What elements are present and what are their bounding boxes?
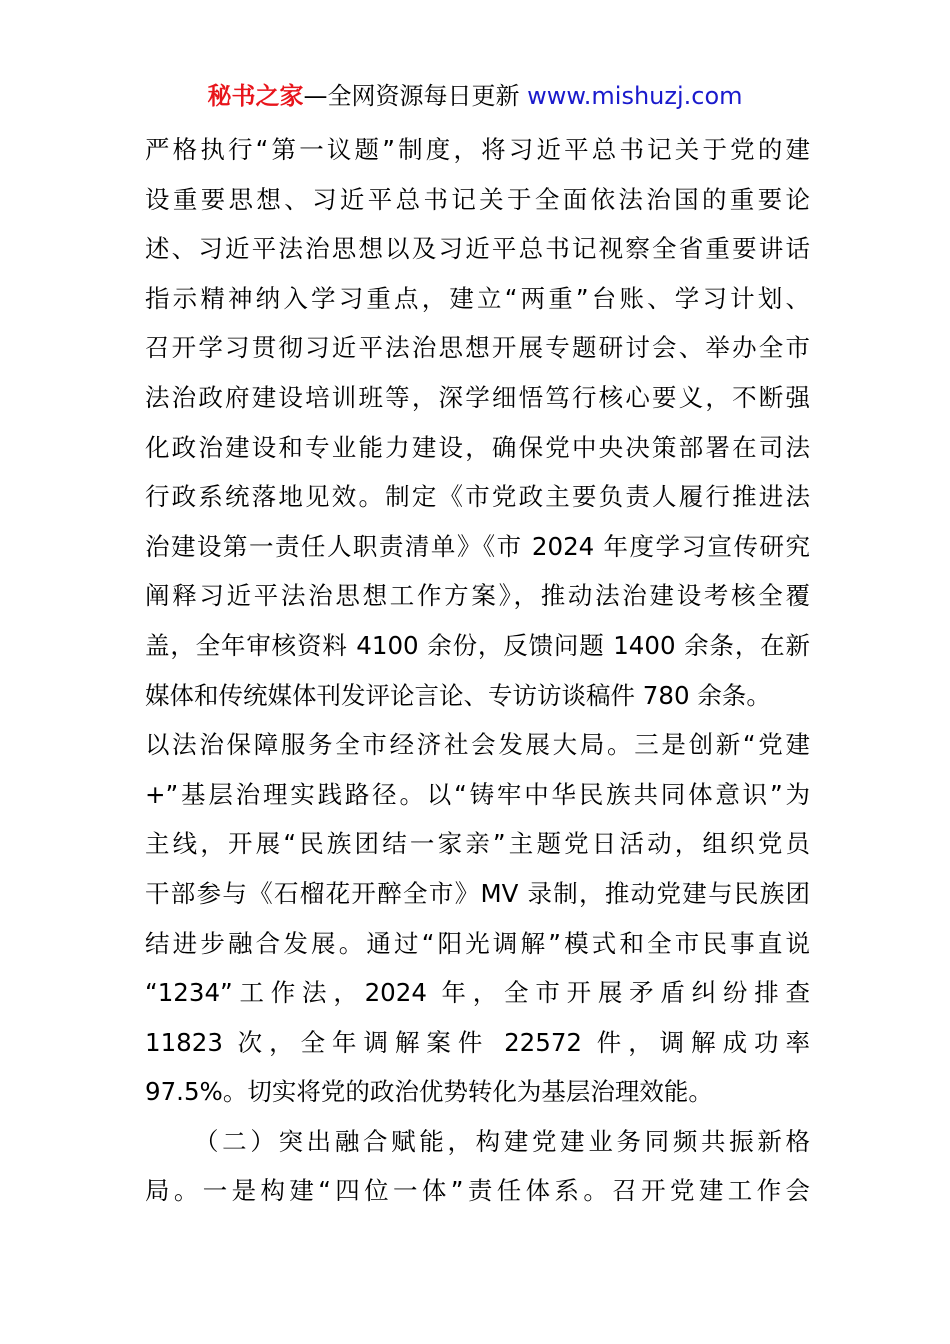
site-header xyxy=(0,80,950,112)
text-line: 媒体和传统媒体刊发评论言论、专访访谈稿件 780 余条。 xyxy=(145,680,771,710)
text-line: 97.5%。切实将党的政治优势转化为基层治理效能。 xyxy=(145,1077,713,1107)
text-line: 阐释习近平法治思想工作方案》，推动法治建设考核全覆 xyxy=(145,581,810,611)
text-line: 严格执行“第一议题”制度，将习近平总书记关于党的建 xyxy=(145,135,810,164)
text-line: 盖，全年审核资料 4100 余份，反馈问题 1400 余条，在新 xyxy=(145,630,810,660)
text-line: 行政系统落地见效。制定《市党政主要负责人履行推进法 xyxy=(145,482,810,512)
text-line: 主线，开展“民族团结一家亲”主题党日活动，组织党员 xyxy=(145,829,810,859)
site-brand: 秘书之家 xyxy=(207,82,304,110)
text-line: 法治政府建设培训班等，深学细悟笃行核心要义，不断强 xyxy=(145,382,810,412)
text-line: 结进步融合发展。通过“阳光调解”模式和全市民事直说 xyxy=(145,928,810,958)
header-dash: — xyxy=(303,82,328,110)
text-line: 以法治保障服务全市经济社会发展大局。三是创新“党建 xyxy=(145,730,810,760)
text-line: 召开学习贯彻习近平法治思想开展专题研讨会、举办全市 xyxy=(145,333,810,363)
text-line: 局。一是构建“四位一体”责任体系。召开党建工作会 xyxy=(145,1176,810,1206)
text-line: 化政治建设和专业能力建设，确保党中央决策部署在司法 xyxy=(145,432,810,462)
text-line: 11823 次，全年调解案件 22572 件，调解成功率 xyxy=(145,1027,810,1057)
text-line: 干部参与《石榴花开醉全市》MV 录制，推动党建与民族团 xyxy=(145,878,810,908)
site-url-link[interactable]: www.mishuzj.com xyxy=(527,82,743,110)
site-slogan: 全网资源每日更新 xyxy=(327,82,528,110)
text-line: 述、习近平法治思想以及习近平总书记视察全省重要讲话 xyxy=(145,234,810,264)
text-line: 设重要思想、习近平总书记关于全面依法治国的重要论 xyxy=(145,184,810,214)
text-line: +”基层治理实践路径。以“铸牢中华民族共同体意识”为 xyxy=(145,779,810,809)
section-heading-line: （二）突出融合赋能，构建党建业务同频共振新格 xyxy=(194,1126,810,1156)
text-line: 治建设第一责任人职责清单》《市 2024 年度学习宣传研究 xyxy=(145,531,810,561)
body-text xyxy=(145,125,810,1216)
text-line: 指示精神纳入学习重点，建立“两重”台账、学习计划、 xyxy=(145,283,810,313)
text-line: “1234”工作法，2024 年，全市开展矛盾纠纷排查 xyxy=(145,978,810,1008)
